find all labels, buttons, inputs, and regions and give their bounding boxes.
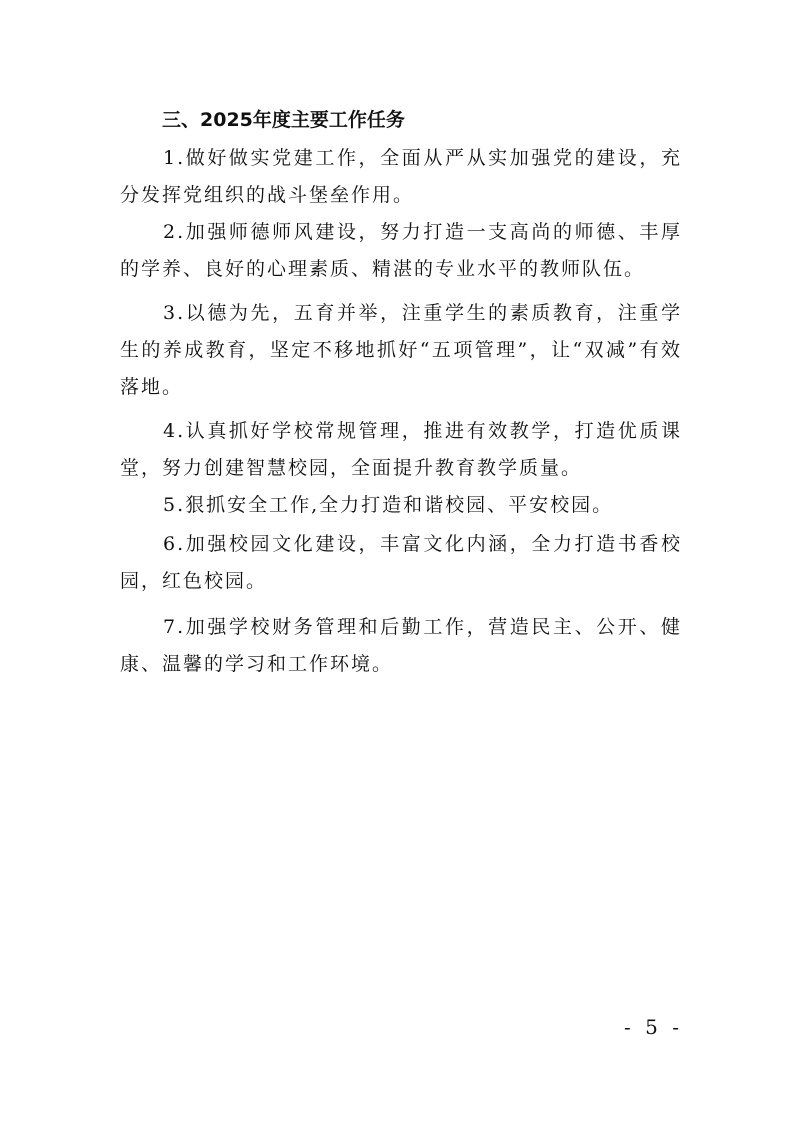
- task-item-7: 7.加强学校财务管理和后勤工作，营造民主、公开、健康、温馨的学习和工作环境。: [120, 616, 682, 675]
- task-item-3: 3.以德为先，五育并举，注重学生的素质教育，注重学生的养成教育，坚定不移地抓好“五项管理”，让“双减”有效落地。: [120, 302, 682, 398]
- task-item-4: 4.认真抓好学校常规管理，推进有效教学，打造优质课堂，努力创建智慧校园，全面提升教育教学质量。: [120, 420, 682, 479]
- section-heading: 三、2025年度主要工作任务: [162, 109, 405, 131]
- task-item-2: 2.加强师德师风建设，努力打造一支高尚的师德、丰厚的学养、良好的心理素质、精湛的专业水平的教师队伍。: [120, 221, 682, 280]
- page-number: - 5 -: [624, 1015, 683, 1039]
- task-item-5: 5.狠抓安全工作,全力打造和谐校园、平安校园。: [163, 494, 614, 516]
- task-item-6: 6.加强校园文化建设，丰富文化内涵，全力打造书香校园，红色校园。: [120, 533, 682, 592]
- task-item-1: 1.做好做实党建工作，全面从严从实加强党的建设，充分发挥党组织的战斗堡垒作用。: [120, 147, 682, 206]
